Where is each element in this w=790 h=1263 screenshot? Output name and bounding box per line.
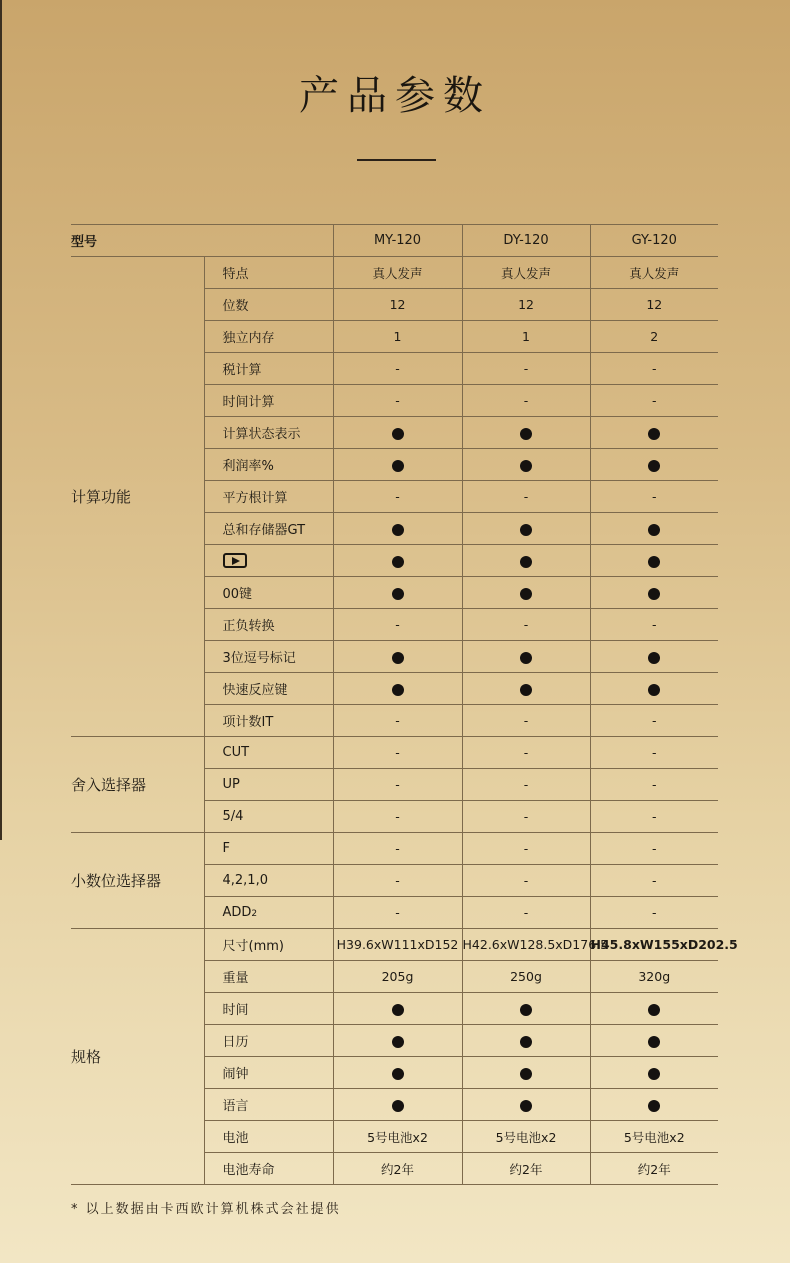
value-text: 真人发声 — [501, 265, 552, 281]
value-cell — [333, 1089, 462, 1121]
value-text: - — [395, 489, 400, 504]
filled-circle-icon — [520, 1068, 532, 1080]
filled-circle-icon — [648, 1100, 660, 1112]
feature-label: 位数 — [222, 299, 249, 314]
value-text: 320g — [638, 969, 671, 984]
value-cell — [333, 1121, 462, 1153]
feature-cell — [204, 449, 333, 481]
value-cell — [333, 737, 462, 769]
feature-label: 5/4 — [222, 809, 244, 824]
value-text: 约2年 — [509, 1161, 543, 1177]
value-cell — [462, 929, 609, 961]
value-text: - — [395, 777, 400, 792]
filled-circle-icon — [392, 652, 404, 664]
filled-circle-icon — [648, 428, 660, 440]
feature-label: 电池 — [222, 1131, 249, 1146]
feature-cell — [204, 929, 333, 961]
value-text: 1 — [393, 329, 402, 344]
title-underline — [357, 159, 436, 161]
value-cell — [333, 865, 462, 897]
value-cell — [590, 257, 718, 289]
table-row — [71, 833, 718, 865]
value-cell — [333, 769, 462, 801]
table-row — [71, 257, 718, 289]
feature-label: UP — [222, 777, 240, 792]
feature-label: 尺寸(mm) — [222, 939, 284, 954]
feature-label: F — [222, 841, 230, 856]
value-text: - — [395, 745, 400, 760]
value-text: - — [523, 713, 529, 728]
feature-cell — [204, 897, 333, 929]
feature-cell — [204, 769, 333, 801]
value-cell — [462, 385, 590, 417]
value-text: - — [395, 617, 400, 632]
value-cell — [590, 673, 718, 705]
value-cell — [590, 769, 718, 801]
value-cell — [333, 673, 462, 705]
feature-cell — [204, 1121, 333, 1153]
value-cell — [333, 257, 462, 289]
value-text: 250g — [510, 969, 542, 984]
filled-circle-icon — [520, 684, 532, 696]
value-text: - — [652, 777, 657, 792]
filled-circle-icon — [392, 1036, 404, 1048]
feature-cell — [204, 737, 333, 769]
filled-circle-icon — [648, 684, 660, 696]
value-cell — [462, 1057, 590, 1089]
value-text: 真人发声 — [629, 265, 680, 281]
value-cell — [462, 257, 590, 289]
value-cell — [462, 321, 590, 353]
value-cell — [462, 545, 590, 577]
value-cell — [462, 705, 590, 737]
spec-table — [71, 224, 738, 1185]
value-cell — [333, 833, 462, 865]
filled-circle-icon — [520, 556, 532, 568]
value-cell — [590, 705, 718, 737]
value-text: 2 — [650, 329, 659, 344]
value-text: - — [523, 841, 529, 856]
value-text: - — [395, 809, 400, 824]
value-cell — [333, 513, 462, 545]
feature-label: 独立内存 — [222, 331, 275, 346]
value-text: - — [652, 489, 657, 504]
value-cell — [333, 609, 462, 641]
value-text: - — [523, 873, 529, 888]
value-cell — [590, 545, 718, 577]
value-cell — [462, 609, 590, 641]
value-cell — [590, 993, 718, 1025]
value-text: 5号电池x2 — [623, 1129, 685, 1145]
value-text: - — [523, 809, 529, 824]
value-cell — [590, 897, 718, 929]
value-text: 12 — [646, 297, 663, 312]
feature-cell — [204, 417, 333, 449]
value-cell — [590, 1153, 718, 1185]
value-cell — [462, 833, 590, 865]
value-text: 12 — [389, 297, 406, 312]
value-text: - — [652, 905, 657, 920]
value-cell — [590, 1057, 718, 1089]
page-title: 产品参数 — [299, 73, 491, 119]
value-text: 约2年 — [381, 1161, 414, 1177]
value-cell — [333, 961, 462, 993]
value-cell — [333, 321, 462, 353]
value-cell — [462, 673, 590, 705]
group-label: 小数位选择器 — [71, 833, 204, 929]
value-cell — [590, 353, 718, 385]
value-cell — [590, 449, 718, 481]
feature-label: 语言 — [222, 1099, 249, 1114]
group-label: 舍入选择器 — [71, 737, 204, 833]
group-label: 计算功能 — [71, 257, 204, 737]
value-text: 真人发声 — [372, 265, 423, 281]
value-cell — [462, 1089, 590, 1121]
value-cell — [590, 961, 718, 993]
value-cell — [590, 385, 718, 417]
value-cell — [590, 1089, 718, 1121]
value-cell — [333, 897, 462, 929]
value-cell — [590, 609, 718, 641]
feature-cell — [204, 513, 333, 545]
filled-circle-icon — [392, 460, 404, 472]
value-cell — [333, 801, 462, 833]
filled-circle-icon — [520, 1004, 532, 1016]
value-text: - — [523, 361, 529, 376]
feature-cell — [204, 545, 333, 577]
filled-circle-icon — [648, 556, 660, 568]
filled-circle-icon — [520, 428, 532, 440]
value-cell — [590, 641, 718, 673]
value-cell — [333, 353, 462, 385]
model-name-1: MY-120 — [333, 225, 462, 257]
filled-circle-icon — [648, 460, 660, 472]
model-name-2: DY-120 — [462, 225, 590, 257]
value-text: - — [523, 393, 529, 408]
filled-circle-icon — [392, 1100, 404, 1112]
value-cell — [590, 577, 718, 609]
feature-cell — [204, 577, 333, 609]
value-cell — [333, 417, 462, 449]
value-cell — [462, 961, 590, 993]
value-text: - — [652, 809, 657, 824]
filled-circle-icon — [520, 460, 532, 472]
filled-circle-icon — [648, 652, 660, 664]
value-text: - — [652, 713, 657, 728]
feature-label: ADD — [222, 905, 252, 920]
feature-cell — [204, 289, 333, 321]
value-cell — [333, 545, 462, 577]
value-text: - — [523, 905, 529, 920]
filled-circle-icon — [648, 1004, 660, 1016]
value-text: - — [523, 489, 529, 504]
feature-label: 利润率% — [222, 459, 274, 474]
value-text: - — [652, 873, 657, 888]
feature-cell — [204, 801, 333, 833]
feature-label: 时间计算 — [222, 395, 275, 410]
feature-cell — [204, 1025, 333, 1057]
value-cell — [333, 481, 462, 513]
value-text: - — [652, 361, 657, 376]
feature-cell — [204, 673, 333, 705]
value-cell — [462, 1153, 590, 1185]
value-text: - — [395, 905, 400, 920]
feature-cell — [204, 1057, 333, 1089]
feature-label: 税计算 — [222, 363, 262, 378]
value-cell — [462, 865, 590, 897]
feature-cell — [204, 705, 333, 737]
value-text: - — [523, 617, 529, 632]
feature-label: 平方根计算 — [222, 491, 288, 506]
value-text: - — [652, 841, 657, 856]
feature-cell — [204, 385, 333, 417]
value-text: H42.6xW128.5xD176.5 — [462, 937, 609, 952]
value-cell — [462, 577, 590, 609]
value-text: 205g — [381, 969, 414, 984]
filled-circle-icon — [392, 588, 404, 600]
filled-circle-icon — [520, 588, 532, 600]
value-text: - — [395, 361, 400, 376]
filled-circle-icon — [648, 524, 660, 536]
feature-label: 时间 — [222, 1003, 249, 1018]
play-button-icon — [223, 553, 247, 568]
value-cell — [462, 737, 590, 769]
feature-cell — [204, 961, 333, 993]
model-name-3: GY-120 — [590, 225, 718, 257]
value-cell — [333, 385, 462, 417]
value-text: 5号电池x2 — [367, 1129, 428, 1145]
value-cell — [462, 993, 590, 1025]
feature-label: 快速反应键 — [222, 683, 288, 698]
value-cell — [590, 929, 738, 961]
value-text: - — [395, 393, 400, 408]
value-text: 约2年 — [637, 1161, 671, 1177]
feature-cell — [204, 609, 333, 641]
feature-label: 重量 — [222, 971, 249, 986]
value-cell — [333, 289, 462, 321]
table-row — [71, 737, 718, 769]
filled-circle-icon — [392, 428, 404, 440]
value-text: 5号电池x2 — [495, 1129, 557, 1145]
filled-circle-icon — [520, 1100, 532, 1112]
value-cell — [590, 737, 718, 769]
feature-label: 计算状态表示 — [222, 427, 301, 442]
feature-label: 3位逗号标记 — [222, 651, 296, 666]
header-row — [71, 225, 718, 257]
value-text: - — [395, 713, 400, 728]
feature-label: 特点 — [222, 267, 249, 282]
table-row — [71, 929, 718, 961]
feature-subscript: 2 — [251, 909, 258, 919]
group-label: 规格 — [71, 929, 204, 1185]
feature-cell — [204, 481, 333, 513]
value-text: - — [523, 745, 529, 760]
value-cell — [462, 801, 590, 833]
feature-cell — [204, 865, 333, 897]
feature-label: 闹钟 — [222, 1067, 249, 1082]
value-text: - — [395, 841, 400, 856]
filled-circle-icon — [648, 1068, 660, 1080]
value-cell — [333, 1025, 462, 1057]
value-text: - — [652, 393, 657, 408]
value-cell — [333, 641, 462, 673]
value-cell — [590, 321, 718, 353]
feature-label: 电池寿命 — [222, 1163, 275, 1178]
feature-cell — [204, 833, 333, 865]
feature-label: CUT — [222, 745, 250, 760]
filled-circle-icon — [392, 524, 404, 536]
feature-label: 4,2,1,0 — [222, 873, 268, 888]
value-cell — [590, 417, 718, 449]
value-cell — [462, 897, 590, 929]
value-cell — [462, 353, 590, 385]
value-cell — [590, 801, 718, 833]
value-cell — [590, 1025, 718, 1057]
filled-circle-icon — [392, 1068, 404, 1080]
value-text: 12 — [518, 297, 534, 312]
filled-circle-icon — [520, 652, 532, 664]
filled-circle-icon — [392, 556, 404, 568]
feature-cell — [204, 257, 333, 289]
filled-circle-icon — [648, 1036, 660, 1048]
value-cell — [333, 993, 462, 1025]
value-text: - — [652, 745, 657, 760]
value-cell — [462, 769, 590, 801]
value-cell — [590, 1121, 718, 1153]
value-cell — [462, 417, 590, 449]
value-text: H45.8xW155xD202.5 — [590, 937, 738, 952]
value-cell — [590, 833, 718, 865]
value-cell — [462, 513, 590, 545]
value-cell — [333, 1057, 462, 1089]
value-cell — [333, 705, 462, 737]
value-text: H39.6xW111xD152 — [336, 937, 459, 952]
feature-cell — [204, 321, 333, 353]
value-text: - — [395, 873, 400, 888]
value-cell — [462, 1121, 590, 1153]
feature-label: 日历 — [222, 1035, 249, 1050]
feature-label: 项计数IT — [222, 715, 274, 730]
feature-cell — [204, 1153, 333, 1185]
filled-circle-icon — [648, 588, 660, 600]
value-cell — [333, 577, 462, 609]
value-text: 1 — [522, 329, 530, 344]
value-cell — [333, 1153, 462, 1185]
feature-label: 00键 — [222, 587, 253, 602]
value-cell — [333, 449, 462, 481]
filled-circle-icon — [392, 684, 404, 696]
value-cell — [462, 1025, 590, 1057]
value-cell — [462, 289, 590, 321]
value-cell — [590, 481, 718, 513]
feature-label: 正负转换 — [222, 619, 275, 634]
value-cell — [590, 865, 718, 897]
value-cell — [462, 481, 590, 513]
feature-cell — [204, 641, 333, 673]
value-text: - — [523, 777, 529, 792]
feature-cell — [204, 353, 333, 385]
value-cell — [462, 641, 590, 673]
feature-cell — [204, 1089, 333, 1121]
filled-circle-icon — [520, 524, 532, 536]
model-header-label: 型号 — [71, 225, 333, 257]
value-cell — [462, 449, 590, 481]
feature-cell — [204, 993, 333, 1025]
filled-circle-icon — [520, 1036, 532, 1048]
feature-label: 总和存储器GT — [222, 523, 306, 538]
filled-circle-icon — [392, 1004, 404, 1016]
footnote: * 以上数据由卡西欧计算机株式会社提供 — [71, 1202, 341, 1217]
value-text: - — [652, 617, 657, 632]
value-cell — [333, 929, 462, 961]
left-edge-line — [0, 0, 2, 840]
value-cell — [590, 289, 718, 321]
value-cell — [590, 513, 718, 545]
